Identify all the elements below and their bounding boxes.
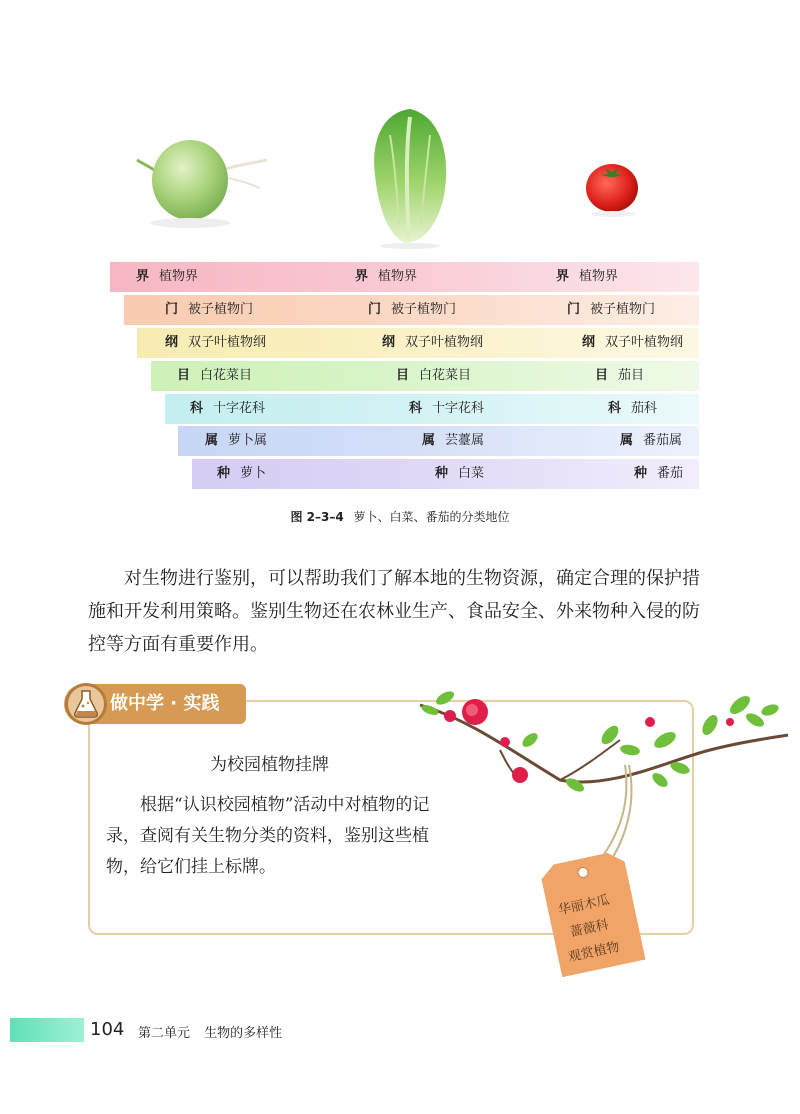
- taxonomy-cell: [567, 295, 655, 325]
- taxon-name: 萝卜: [240, 466, 267, 481]
- activity-body: 根据“认识校园植物”活动中对植物的记录，查阅有关生物分类的资料，鉴别这些植物，给它们挂上标牌。: [106, 795, 430, 877]
- taxonomy-cell: [177, 361, 252, 391]
- cabbage-illustration: [365, 105, 455, 250]
- taxon-name: 白花菜目: [419, 368, 472, 383]
- figure-caption: [0, 508, 800, 525]
- taxon-name: 被子植物门: [590, 302, 656, 317]
- taxon-name: 双子叶植物纲: [605, 335, 684, 350]
- taxonomy-cell: [355, 262, 417, 292]
- taxonomy-cell: [190, 394, 265, 424]
- taxonomy-cell: [382, 328, 483, 358]
- rank-label: 属: [422, 433, 436, 448]
- page-number: 104: [90, 1019, 125, 1040]
- rank-label: 目: [595, 368, 609, 383]
- taxon-name: 双子叶植物纲: [188, 335, 267, 350]
- taxonomy-cell: [595, 361, 644, 391]
- taxon-name: 十字花科: [213, 401, 266, 416]
- taxonomy-cell: [165, 295, 253, 325]
- taxonomy-cell: [396, 361, 471, 391]
- taxonomy-band: [110, 262, 699, 292]
- taxon-name: 茄科: [631, 401, 658, 416]
- footer-unit-title: 生物的多样性: [204, 1026, 283, 1041]
- footer-unit-number: 第二单元: [138, 1026, 191, 1041]
- figure-caption-text: 萝卜、白菜、番茄的分类地位: [353, 510, 510, 524]
- taxon-name: 番茄: [657, 466, 684, 481]
- taxon-name: 被子植物门: [391, 302, 457, 317]
- taxon-name: 植物界: [159, 269, 199, 284]
- tag-line-2: 蔷薇科: [568, 917, 611, 941]
- rank-label: 纲: [582, 335, 596, 350]
- flowering-branch-illustration: [410, 680, 795, 980]
- rank-label: 门: [567, 302, 581, 317]
- taxon-name: 植物界: [579, 269, 619, 284]
- rank-label: 科: [409, 401, 423, 416]
- taxon-name: 植物界: [378, 269, 418, 284]
- taxonomy-cell: [205, 426, 267, 456]
- taxonomy-cell: [136, 262, 198, 292]
- rank-label: 门: [165, 302, 179, 317]
- taxonomy-band: [137, 328, 699, 358]
- taxonomy-band: [178, 426, 699, 456]
- taxonomy-cell: [620, 426, 682, 456]
- taxonomy-cell: [556, 262, 618, 292]
- taxonomy-cell: [634, 459, 683, 489]
- rank-label: 目: [177, 368, 191, 383]
- taxonomy-band: [124, 295, 699, 325]
- rank-label: 界: [355, 269, 369, 284]
- taxonomy-band: [192, 459, 699, 489]
- footer-unit: [138, 1022, 282, 1041]
- rank-label: 纲: [382, 335, 396, 350]
- taxonomy-band: [165, 394, 699, 424]
- taxonomy-cell: [165, 328, 266, 358]
- rank-label: 种: [217, 466, 231, 481]
- taxonomy-cell: [217, 459, 266, 489]
- rank-label: 门: [368, 302, 382, 317]
- activity-title: 为校园植物挂牌: [210, 755, 329, 775]
- taxonomy-cell: [422, 426, 484, 456]
- rank-label: 种: [435, 466, 449, 481]
- rank-label: 界: [556, 269, 570, 284]
- radish-illustration: [135, 130, 275, 230]
- taxon-name: 番茄属: [643, 433, 683, 448]
- tag-line-1: 华丽木瓜: [556, 892, 611, 919]
- footer-accent-bar: [10, 1018, 84, 1042]
- taxonomy-cell: [435, 459, 484, 489]
- taxon-name: 十字花科: [432, 401, 485, 416]
- flask-icon: [64, 682, 108, 726]
- taxonomy-cell: [368, 295, 456, 325]
- rank-label: 目: [396, 368, 410, 383]
- rank-label: 种: [634, 466, 648, 481]
- taxon-name: 萝卜属: [228, 433, 268, 448]
- rank-label: 属: [620, 433, 634, 448]
- rank-label: 界: [136, 269, 150, 284]
- figure-number: 图 2–3–4: [290, 510, 344, 524]
- taxon-name: 白花菜目: [200, 368, 253, 383]
- taxonomy-cell: [608, 394, 657, 424]
- tomato-illustration: [583, 160, 643, 218]
- tag-line-3: 观赏植物: [566, 939, 621, 966]
- rank-label: 科: [608, 401, 622, 416]
- rank-label: 纲: [165, 335, 179, 350]
- taxon-name: 茄目: [618, 368, 645, 383]
- taxonomy-cell: [409, 394, 484, 424]
- taxonomy-band: [151, 361, 699, 391]
- taxon-name: 被子植物门: [188, 302, 254, 317]
- taxon-name: 芸薹属: [445, 433, 485, 448]
- practice-label: 做中学 · 实践: [110, 693, 220, 714]
- rank-label: 属: [205, 433, 219, 448]
- taxon-name: 白菜: [458, 466, 485, 481]
- body-paragraph: 对生物进行鉴别，可以帮助我们了解本地的生物资源，确定合理的保护措施和开发利用策略。鉴别生物还在农林业生产、食品安全、外来物种入侵的防控等方面有重要作用。: [88, 568, 700, 655]
- rank-label: 科: [190, 401, 204, 416]
- taxonomy-cell: [582, 328, 683, 358]
- taxon-name: 双子叶植物纲: [405, 335, 484, 350]
